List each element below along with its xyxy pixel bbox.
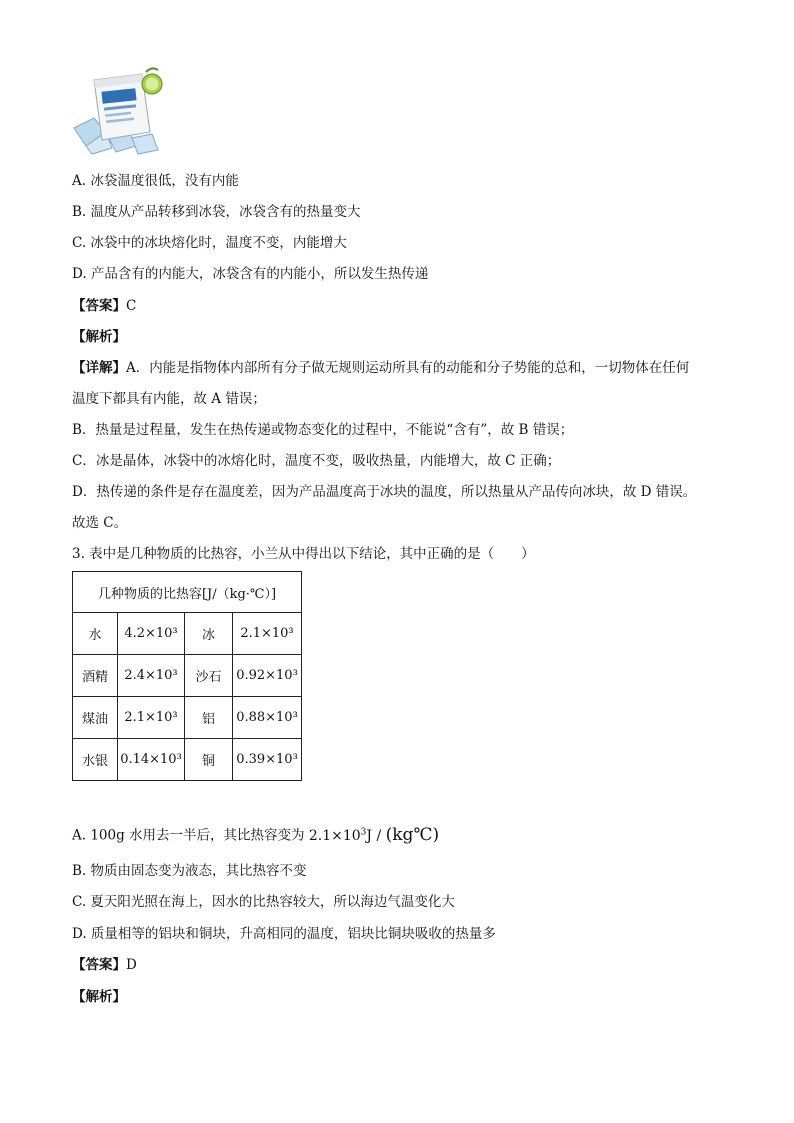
table-cell: 水 <box>73 613 118 655</box>
q2-detail-d: D．热传递的条件是存在温度差，因为产品温度高于冰块的温度，所以热量从产品传向冰块，故 D 错误。 <box>72 484 697 500</box>
table-cell: 0.88×10³ <box>233 697 302 739</box>
q2-option-a: A. 冰袋温度很低，没有内能 <box>72 173 239 189</box>
table-header: 几种物质的比热容[J/（kg·℃）] <box>73 572 302 613</box>
table-cell: 沙石 <box>185 655 233 697</box>
specific-heat-table <box>72 571 302 781</box>
q3-answer <box>72 956 137 974</box>
table-cell: 0.14×10³ <box>118 739 185 781</box>
table-cell: 2.4×10³ <box>118 655 185 697</box>
table-cell: 水银 <box>73 739 118 781</box>
detail-label: 【详解】 <box>72 360 126 376</box>
table-row <box>73 655 302 697</box>
q2-answer <box>72 297 136 315</box>
table-cell: 4.2×10³ <box>118 613 185 655</box>
table-row <box>73 739 302 781</box>
detail-a-text: A．内能是指物体内部所有分子做无规则运动所具有的动能和分子势能的总和，一切物体在任何 <box>126 360 690 376</box>
q3-option-a-formula <box>308 824 440 845</box>
q2-option-d: D. 产品含有的内能大，冰袋含有的内能小，所以发生热传递 <box>72 266 429 282</box>
q3-option-d: D. 质量相等的铝块和铜块，升高相同的温度，铝块比铜块吸收的热量多 <box>72 926 496 942</box>
q3-option-a <box>72 823 439 845</box>
table-cell: 2.1×10³ <box>118 697 185 739</box>
q2-detail-c: C．冰是晶体，冰袋中的冰熔化时，温度不变，吸收热量，内能增大，故 C 正确； <box>72 453 561 469</box>
answer-label: 【答案】 <box>72 298 126 314</box>
table-cell: 酒精 <box>73 655 118 697</box>
answer-value: D <box>126 957 137 973</box>
q2-detail-b: B．热量是过程量，发生在热传递或物态变化的过程中，不能说“含有”，故 B 错误； <box>72 422 574 438</box>
table-cell: 煤油 <box>73 697 118 739</box>
formula-exponent: 3 <box>360 827 367 837</box>
formula-unit: J / <box>366 827 386 844</box>
q2-option-b: B. 温度从产品转移到冰袋，冰袋含有的热量变大 <box>72 204 361 220</box>
q2-detail-a-line2: 温度下都具有内能，故 A 错误； <box>72 391 266 407</box>
table-cell: 0.39×10³ <box>233 739 302 781</box>
q3-analysis-label: 【解析】 <box>72 989 126 1005</box>
q3-stem: 3. 表中是几种物质的比热容，小兰从中得出以下结论，其中正确的是（ ） <box>72 546 535 562</box>
table-cell: 铜 <box>185 739 233 781</box>
table-cell: 2.1×10³ <box>233 613 302 655</box>
q3-option-a-text: A. 100g 水用去一半后，其比热容变为 <box>72 827 305 844</box>
q2-option-c: C. 冰袋中的冰块熔化时，温度不变，内能增大 <box>72 235 347 251</box>
table-header-row <box>73 572 302 613</box>
ice-bag-image <box>72 66 164 156</box>
answer-value: C <box>126 298 137 314</box>
q2-detail-a-line1 <box>72 359 689 377</box>
q2-analysis-label: 【解析】 <box>72 329 126 345</box>
q2-conclusion: 故选 C。 <box>72 515 128 531</box>
table-cell: 冰 <box>185 613 233 655</box>
q3-option-b: B. 物质由固态变为液态，其比热容不变 <box>72 863 307 879</box>
q3-option-c: C. 夏天阳光照在海上，因水的比热容较大，所以海边气温变化大 <box>72 894 455 910</box>
table-row <box>73 697 302 739</box>
table-row <box>73 613 302 655</box>
table-cell: 铝 <box>185 697 233 739</box>
formula-paren: (kg℃) <box>385 824 440 845</box>
answer-label: 【答案】 <box>72 957 126 973</box>
formula-base: 2.1×10 <box>308 827 361 844</box>
table-cell: 0.92×10³ <box>233 655 302 697</box>
